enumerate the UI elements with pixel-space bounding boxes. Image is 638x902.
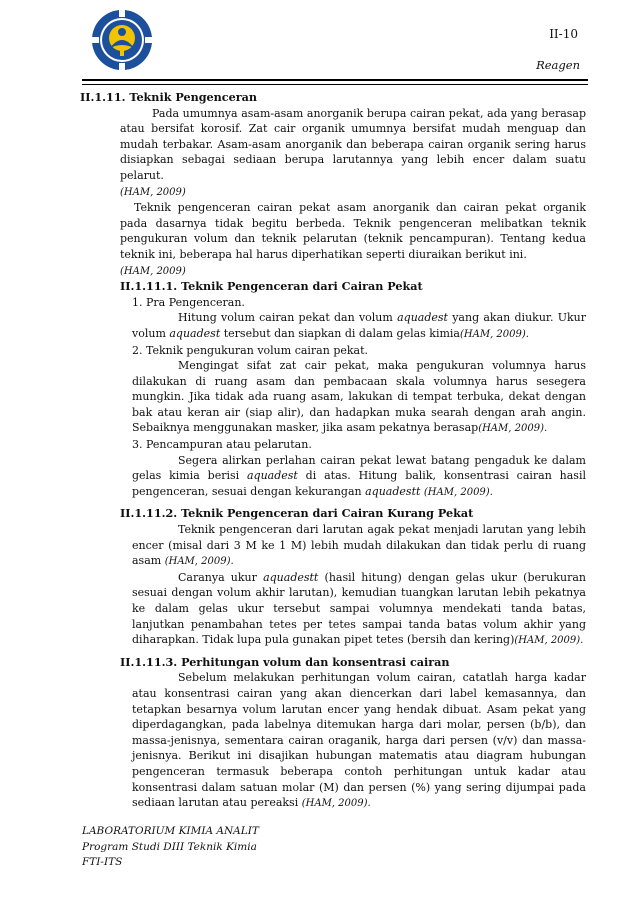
footer [82,824,259,871]
chapter-title: Reagen [536,58,580,72]
footer-lab: LABORATORIUM KIMIA ANALIT [82,825,259,837]
paragraph: Caranya ukur aquadestt (hasil hitung) dengan gelas ukur (berukuran sesuai dengan volum akhir larutan), kemudian tuangkan larutan lebih pekatnya ke dalam gelas ukur tersebut sampai volumnya mendekati tanda batas, lanjutkan penambahan tetes per tetes sampai tanda batas volum akhir yang diharapkan. Tidak lupa pula gunakan pipet tetes (bersih dan kering)(HAM, 2009). [132,570,586,647]
citation: (HAM, 2009). [423,486,493,498]
list-item-text: Hitung volum cairan pekat dan volum aquadest yang akan diukur. Ukur volum aquadest tersebut dan siapkan di dalam gelas kimia(HAM, 2009). [132,311,586,340]
citation: (HAM, 2009) [120,265,186,277]
list-item-label: 2. Teknik pengukuran volum cairan pekat. [132,343,369,357]
section-heading-2: II.1.11.1. Teknik Pengenceran dari Cairan Pekat [120,279,423,294]
citation: (HAM, 2009) [120,186,186,198]
citation: (HAM, 2009). [514,635,584,647]
section-heading-3: II.1.11.2. Teknik Pengenceran dari Cairan Kurang Pekat [120,506,474,521]
citation: (HAM, 2009). [459,328,529,340]
footer-institution: FTI-ITS [82,856,123,868]
list-item-text: Segera alirkan perlahan cairan pekat lewat batang pengaduk ke dalam gelas kimia berisi aquadest di atas. Hitung balik, konsentrasi cairan hasil pengenceran, sesuai dengan kekurangan aquadestt (HAM, 2009). [132,453,586,498]
section-heading-1: II.1.11. Teknik Pengenceran [80,90,257,104]
list-item-text: Mengingat sifat zat cair pekat, maka pengukuran volumnya harus dilakukan di ruang asam dan pembacaan skala volumnya harus sesegera mungkin. Jika tidak ada ruang asam, lakukan di tempat terbuka, dekat dengan bak atau keran air (siap alir), dan hadapkan muka searah dengan arah angin. Sebaiknya menggunakan masker, jika asam pekatnya berasap(HAM, 2009). [132,359,586,435]
section-heading-4: II.1.11.3. Perhitungan volum dan konsentrasi cairan [120,654,450,669]
citation-line [80,184,586,201]
header-rule-thin [82,84,588,85]
citation: (HAM, 2009). [164,556,234,568]
paragraph [80,106,586,184]
paragraph: Sebelum melakukan perhitungan volum cairan, catatlah harga kadar atau konsentrasi cairan yang akan diencerkan dari label kemasannya, dan tetapkan besarnya volum larutan encer yang hendak dibuat. Asam pekat yang diperdagangkan, pada labelnya ditemukan harga dari molar, persen (b/b), dan massa-jenisnya, sementara cairan oraganik, harga dari persen (v/v) dan massa-jenisnya. Berikut ini disajikan hubungan matematis atau diagram hubungan pengenceran termasuk beberapa contoh perhitungan untuk kadar atau konsentrasi dalam satuan molar (M) dan persen (%) yang sering dijumpai pada sediaan larutan atau pereaksi (HAM, 2009). [132,671,586,810]
citation: (HAM, 2009). [478,423,548,435]
its-logo-icon [90,8,154,72]
header-rule [82,79,588,81]
list-item-label: 1. Pra Pengenceran. [132,295,245,309]
citation-line [80,263,586,280]
paragraph [80,200,586,262]
paragraph: Teknik pengenceran dari larutan agak pekat menjadi larutan yang lebih encer (misal dari 3 M ke 1 M) lebih mudah dilakukan dan tidak perlu di ruang asam (HAM, 2009). [132,523,586,568]
citation: (HAM, 2009). [301,798,371,810]
document-body [80,90,586,812]
list-item-label: 3. Pencampuran atau pelarutan. [132,438,312,452]
paragraph-text: Teknik pengenceran cairan pekat asam anorganik dan cairan pekat organik pada dasarnya tidak begitu berbeda. Teknik pengenceran melibatkan teknik pengukuran volum dan teknik pelarutan (teknik pencampuran). Tentang kedua teknik ini, beberapa hal harus diperhatikan seperti diuraikan berikut ini. [120,201,586,261]
footer-program: Program Studi DIII Teknik Kimia [82,840,257,853]
page-number: II-10 [549,27,578,41]
paragraph-text: Pada umumnya asam-asam anorganik berupa cairan pekat, ada yang berasap atau bersifat korosif. Zat cair organik umumnya bersifat mudah menguap dan mudah terbakar. Asam-asam anorganik dan beberapa cairan organik sering harus disiapkan sebagai sediaan berupa larutannya yang lebih encer dalam suatu pelarut. [120,106,586,182]
